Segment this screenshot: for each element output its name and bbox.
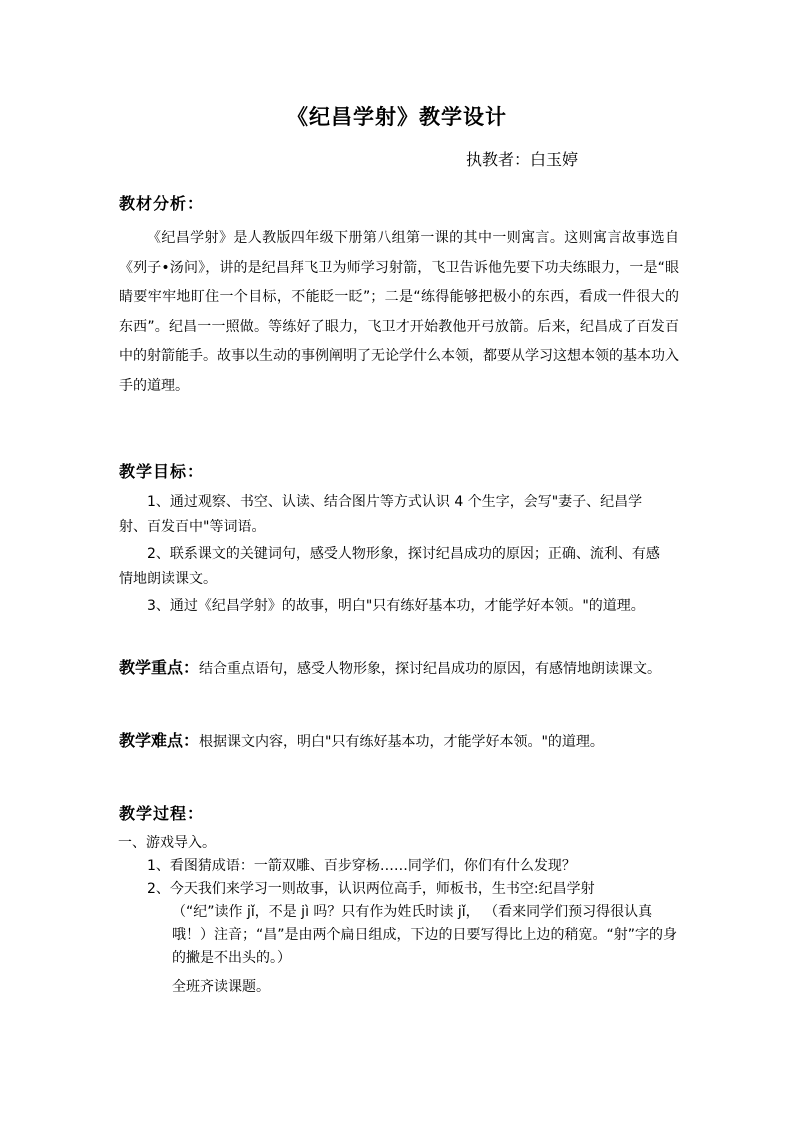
process-heading: 教学过程：: [119, 804, 205, 823]
process-step-2-note: （“纪”读作 jǐ，不是 jì 吗？只有作为姓氏时读 jǐ， （看来同学们预习得很认真哦！）注音；“昌”是由两个扁日组成，下边的日要写得比上边的稍宽。“射”字的身的撇是不出头的。）: [172, 904, 678, 966]
difficulty: [119, 726, 679, 757]
key-point-text: 结合重点语句，感受人物形象，探讨纪昌成功的原因，有感情地朗读课文。: [199, 661, 662, 677]
difficulty-text: 根据课文内容，明白"只有练好基本功，才能学好本领。"的道理。: [199, 734, 604, 750]
goal-item-1: 1、通过观察、书空、认读、结合图片等方式认识 4 个生字，会写"妻子、纪昌学射、百发百中"等词语。: [119, 494, 643, 535]
teacher-name: 执教者：白玉婷: [466, 150, 579, 169]
process-step-2: 2、今天我们来学习一则故事，认识两位高手，师板书，生书空:纪昌学射: [147, 881, 595, 897]
page-title: 《纪昌学射》教学设计: [287, 105, 507, 129]
process-step-2-end: 全班齐读课题。: [172, 979, 270, 995]
key-point-label: 教学重点：: [119, 658, 200, 677]
analysis-text: 《纪昌学射》是人教版四年级下册第八组第一课的其中一则寓言。这则寓言故事选自《列子•汤问》，讲的是纪昌拜飞卫为师学习射箭，飞卫告诉他先要下功夫练眼力，一是“眼睛要牢牢地盯住一个目标，不能眨一眨”；二是“练得能够把极小的东西，看成一件很大的东西”。纪昌一一照做。等练好了眼力，飞卫才开始教他开弓放箭。后来，纪昌成了百发百中的射箭能手。故事以生动的事例阐明了无论学什么本领，都要从学习这想本领的基本功入手的道理。: [119, 230, 679, 394]
difficulty-label: 教学难点：: [119, 731, 200, 750]
goal-item-3: 3、通过《纪昌学射》的故事，明白"只有练好基本功，才能学好本领。"的道理。: [147, 598, 645, 614]
goals-heading: 教学目标：: [119, 462, 205, 481]
goal-item-2: 2、联系课文的关键词句，感受人物形象，探讨纪昌成功的原因；正确、流利、有感情地朗读课文。: [119, 546, 660, 587]
analysis-heading: 教材分析：: [119, 194, 205, 213]
process-section-1: 一、游戏导入。: [118, 835, 216, 851]
process-step-1: 1、看图猜成语：一箭双雕、百步穿杨……同学们，你们有什么发现？: [147, 858, 576, 874]
key-point: [119, 653, 679, 684]
